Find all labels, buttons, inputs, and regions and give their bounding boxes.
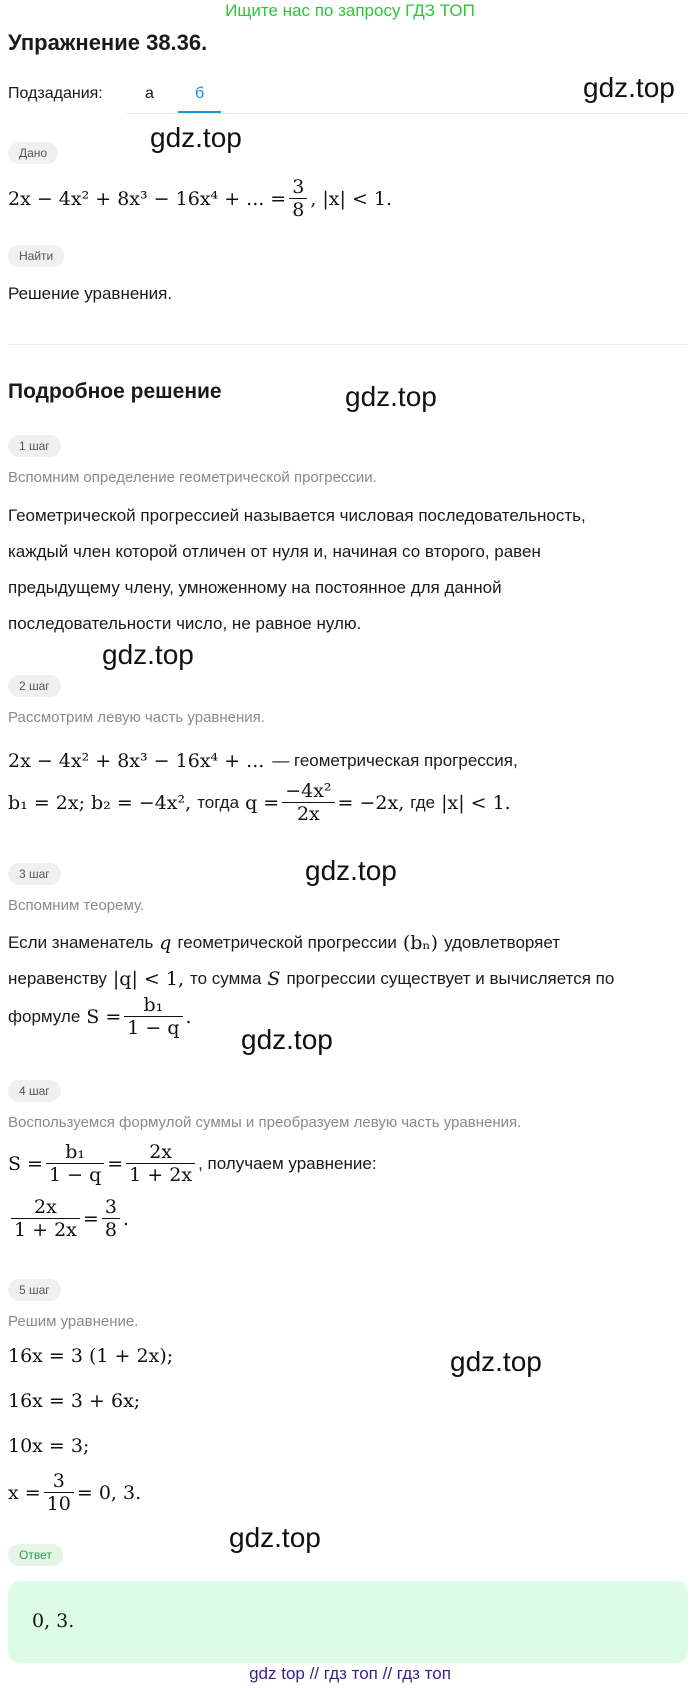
x-fraction bbox=[44, 1470, 74, 1515]
eq-right-den: 8 bbox=[102, 1218, 120, 1241]
s-formula-end: . bbox=[185, 1005, 192, 1028]
q-fraction bbox=[282, 780, 334, 825]
tabs-divider bbox=[127, 113, 687, 114]
series-line bbox=[8, 743, 518, 779]
series-text: — геометрическая прогрессия, bbox=[272, 751, 518, 770]
eq-left-den: 1 + 2x bbox=[11, 1218, 80, 1241]
given-fraction-num: 3 bbox=[292, 176, 305, 198]
answer-box bbox=[8, 1581, 688, 1663]
given-badge: Дано bbox=[8, 142, 58, 164]
sum-f1-num: b₁ bbox=[65, 1141, 85, 1163]
q-condition: |q| < 1, bbox=[112, 968, 184, 990]
step-hint: Воспользуемся формулой суммы и преобразуем левую часть уравнения. bbox=[8, 1114, 522, 1131]
watermark: gdz.top bbox=[345, 381, 437, 412]
find-badge: Найти bbox=[8, 245, 64, 267]
eq-end: . bbox=[122, 1207, 129, 1230]
s-symbol: S bbox=[267, 968, 281, 990]
text-line: Геометрической прогрессией называется числовая последовательность, bbox=[8, 506, 586, 525]
s-formula-fraction bbox=[124, 994, 182, 1039]
given-fraction-den: 8 bbox=[289, 198, 307, 221]
x-condition: |x| < 1. bbox=[441, 791, 511, 814]
step-badge: 2 шаг bbox=[8, 675, 61, 697]
tab-b[interactable]: б bbox=[195, 85, 205, 102]
watermark: gdz.top bbox=[305, 855, 397, 886]
search-banner: Ищите нас по запросу ГДЗ ТОП bbox=[225, 1, 475, 20]
x-lhs: x = bbox=[8, 1481, 41, 1504]
subtasks-label: Подзадания: bbox=[8, 85, 103, 102]
theorem-line-1 bbox=[8, 925, 560, 961]
then-word: тогда bbox=[197, 792, 240, 812]
theorem-text: удовлетворяет bbox=[444, 933, 561, 952]
watermark: gdz.top bbox=[229, 1522, 321, 1553]
theorem-text: то сумма bbox=[189, 969, 262, 988]
equals-sign: = bbox=[82, 1207, 99, 1230]
theorem-text: Если знаменатель bbox=[8, 933, 154, 952]
q-num: −4x² bbox=[285, 780, 332, 802]
step-badge: 3 шаг bbox=[8, 863, 61, 885]
step-badge: 1 шаг bbox=[8, 435, 61, 457]
watermark: gdz.top bbox=[150, 122, 242, 153]
equation-line bbox=[8, 1196, 129, 1241]
watermark: gdz.top bbox=[583, 72, 675, 103]
step-hint: Вспомним определение геометрической прогрессии. bbox=[8, 469, 377, 486]
given-condition: , |x| < 1. bbox=[310, 187, 393, 210]
text-line: предыдущему члену, умноженному на постоянное для данной bbox=[8, 578, 502, 597]
watermark: gdz.top bbox=[102, 639, 194, 670]
answer-badge: Ответ bbox=[8, 1544, 63, 1566]
s-formula-den: 1 − q bbox=[124, 1016, 182, 1039]
step-badge: 5 шаг bbox=[8, 1279, 61, 1301]
s-formula-num: b₁ bbox=[143, 994, 164, 1016]
eq-right-num: 3 bbox=[104, 1196, 117, 1218]
active-tab-indicator bbox=[178, 111, 221, 113]
theorem-line-3 bbox=[8, 994, 192, 1039]
q-den: 2x bbox=[282, 802, 334, 825]
sum-lhs: S = bbox=[8, 1152, 43, 1175]
bn-symbol: (bₙ) bbox=[402, 932, 439, 954]
ratio-line bbox=[8, 780, 511, 825]
sum-formula-line bbox=[8, 1141, 377, 1186]
sum-fraction-1 bbox=[46, 1141, 104, 1186]
q-lhs: q = bbox=[245, 791, 280, 814]
s-formula-lhs: S = bbox=[86, 1005, 122, 1028]
equals-sign: = bbox=[107, 1152, 124, 1175]
sum-fraction-2 bbox=[126, 1141, 195, 1186]
where-word: где bbox=[410, 792, 436, 812]
solution-title: Подробное решение bbox=[8, 380, 222, 403]
result-text: , получаем уравнение: bbox=[198, 1153, 377, 1173]
watermark: gdz.top bbox=[450, 1346, 542, 1377]
answer-value: 0, 3. bbox=[32, 1610, 75, 1632]
step-hint: Рассмотрим левую часть уравнения. bbox=[8, 709, 265, 726]
watermark: gdz.top bbox=[241, 1024, 333, 1055]
tab-a[interactable]: а bbox=[145, 85, 154, 102]
theorem-text: неравенству bbox=[8, 969, 107, 988]
section-divider bbox=[8, 344, 688, 345]
b-terms: b₁ = 2x; b₂ = −4x², bbox=[8, 791, 192, 814]
text-line: каждый член которой отличен от нуля и, начиная со второго, равен bbox=[8, 542, 541, 561]
step-1-text bbox=[8, 498, 698, 642]
series-expression: 2x − 4x² + 8x³ − 16x⁴ + ... bbox=[8, 750, 265, 772]
page-title: Упражнение 38.36. bbox=[8, 30, 208, 55]
equation-step: 16x = 3 + 6x; bbox=[8, 1390, 141, 1412]
x-rhs: = 0, 3. bbox=[76, 1481, 142, 1504]
q-rhs: = −2x, bbox=[337, 791, 405, 814]
theorem-text: геометрической прогрессии bbox=[177, 933, 397, 952]
footer-links[interactable]: gdz top // гдз топ // гдз топ bbox=[249, 1664, 451, 1683]
step-badge: 4 шаг bbox=[8, 1080, 61, 1102]
equation-solution bbox=[8, 1470, 141, 1515]
x-num: 3 bbox=[52, 1470, 65, 1492]
sum-f2-num: 2x bbox=[149, 1141, 173, 1163]
sum-f1-den: 1 − q bbox=[46, 1163, 104, 1186]
theorem-text: формуле bbox=[8, 1006, 81, 1026]
given-equation-left: 2x − 4x² + 8x³ − 16x⁴ + ... = bbox=[8, 187, 287, 210]
theorem-text: прогрессии существует и вычисляется по bbox=[286, 969, 615, 988]
q-symbol: q bbox=[159, 932, 172, 954]
sum-f2-den: 1 + 2x bbox=[126, 1163, 195, 1186]
step-hint: Решим уравнение. bbox=[8, 1313, 139, 1330]
given-fraction bbox=[289, 176, 307, 221]
given-equation bbox=[8, 176, 392, 221]
equation-step: 16x = 3 (1 + 2x); bbox=[8, 1345, 174, 1367]
x-den: 10 bbox=[44, 1492, 74, 1515]
text-line: последовательности число, не равное нулю. bbox=[8, 614, 362, 633]
find-text: Решение уравнения. bbox=[8, 284, 173, 303]
eq-left-num: 2x bbox=[34, 1196, 57, 1218]
equation-step: 10x = 3; bbox=[8, 1435, 90, 1457]
eq-fraction-left bbox=[11, 1196, 80, 1241]
theorem-line-2 bbox=[8, 961, 614, 997]
eq-fraction-right bbox=[102, 1196, 120, 1241]
step-hint: Вспомним теорему. bbox=[8, 897, 145, 914]
